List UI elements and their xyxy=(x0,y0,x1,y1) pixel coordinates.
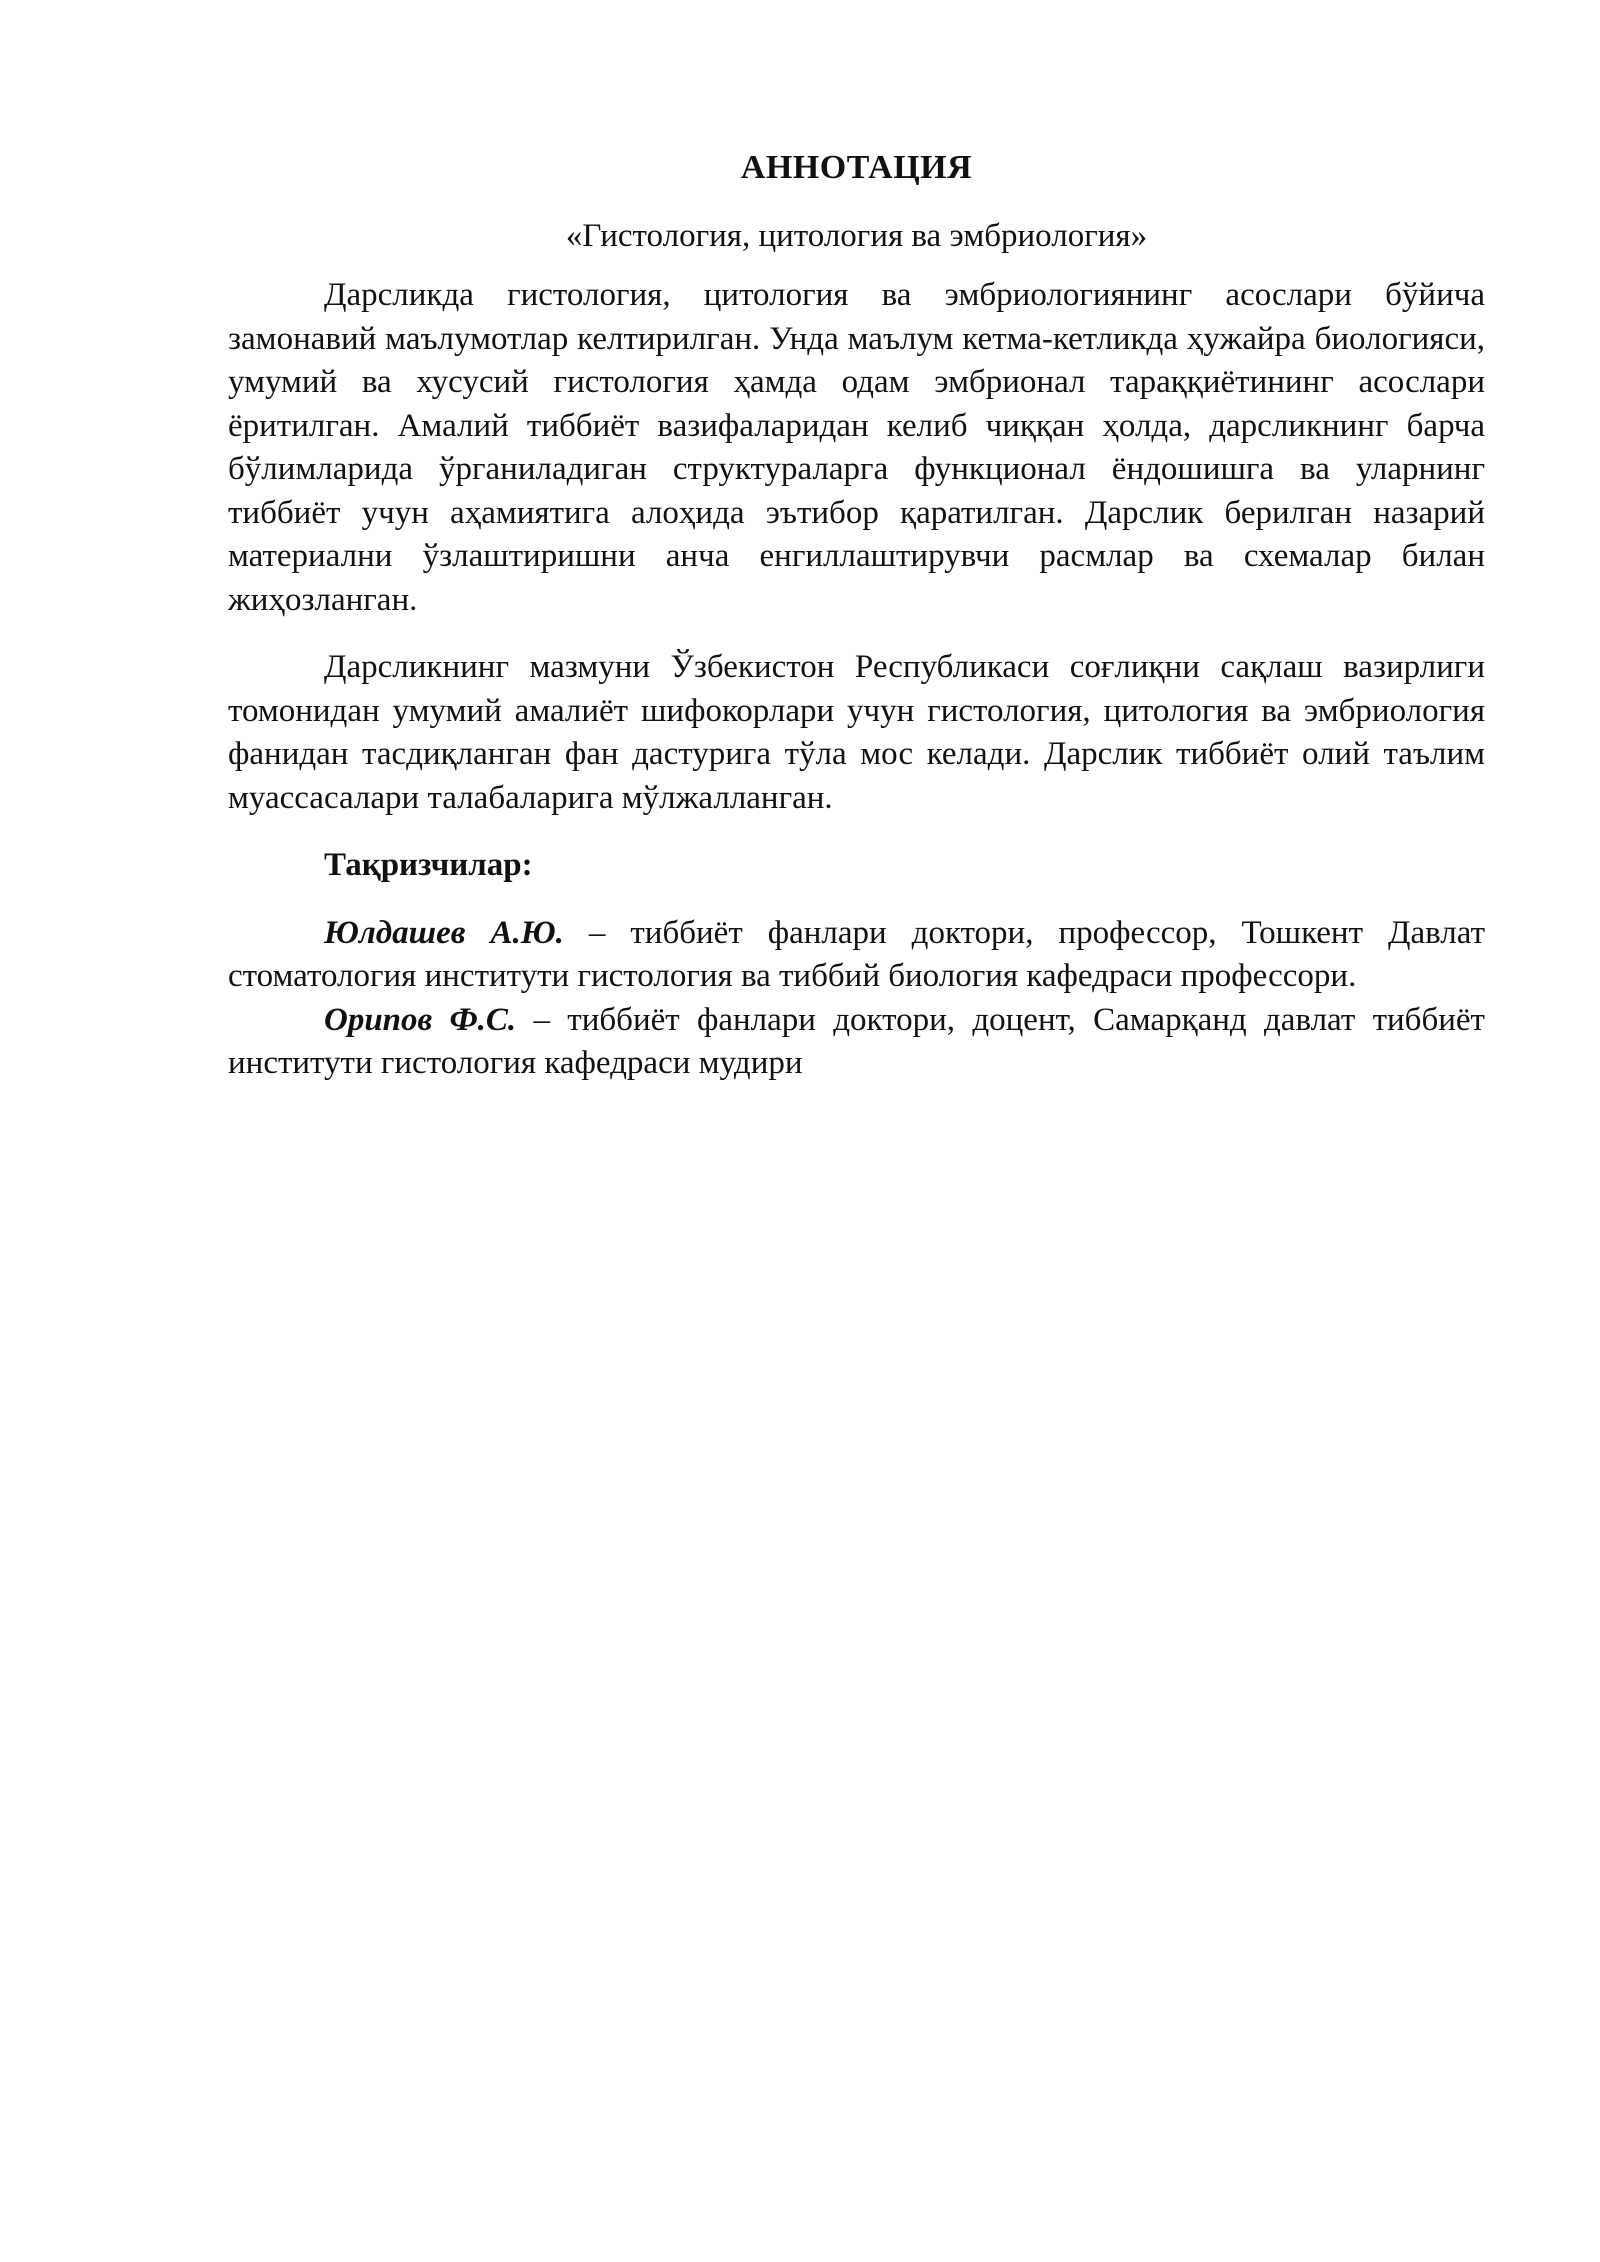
annotation-paragraph-1: Дарсликда гистология, цитология ва эмбриологиянинг асослари бўйича замонавий маълумотлар келтирилган. Унда маълум кетма-кетликда ҳужайра биологияси, умумий ва хусусий гистология ҳамда одам эмбрионал тараққиётининг асослари ёритилган. Амалий тиббиёт вазифаларидан келиб чиққан ҳолда, дарсликнинг барча бўлимларида ўрганиладиган структураларга функционал ёндошишга ва уларнинг тиббиёт учун аҳамиятига алоҳида эътибор қаратилган. Дарслик берилган назарий материални ўзлаштиришни анча енгиллаштирувчи расмлар ва схемалар билан жиҳозланган. xyxy=(228,277,1485,618)
reviewers-heading: Тақризчилар: xyxy=(324,847,533,883)
document-title: АННОТАЦИЯ xyxy=(740,149,973,186)
annotation-paragraph-2: Дарсликнинг мазмуни Ўзбекистон Республикаси соғлиқни сақлаш вазирлиги томонидан умумий амалиёт шифокорлари учун гистология, цитология ва эмбриология фанидан тасдиқланган фан дастурига тўла мос келади. Дарслик тиббиёт олий таълим муассасалари талабаларига мўлжалланган. xyxy=(228,649,1485,816)
reviewer-2-description: – тиббиёт фанлари доктори, доцент, Самарқанд давлат тиббиёт институти гистология кафедраси мудири xyxy=(228,1001,1485,1081)
reviewer-1-description: – тиббиёт фанлари доктори, профессор, Тошкент Давлат стоматология институти гистология ва тиббий биология кафедраси профессори. xyxy=(228,914,1485,994)
document-subtitle: «Гистология, цитология ва эмбриология» xyxy=(565,218,1148,254)
reviewer-1-name: Юлдашев А.Ю. xyxy=(324,914,564,951)
reviewer-2 xyxy=(228,999,1485,1086)
reviewer-2-name: Орипов Ф.С. xyxy=(324,1001,517,1038)
reviewer-1 xyxy=(228,912,1485,999)
document-content xyxy=(228,148,1485,1086)
